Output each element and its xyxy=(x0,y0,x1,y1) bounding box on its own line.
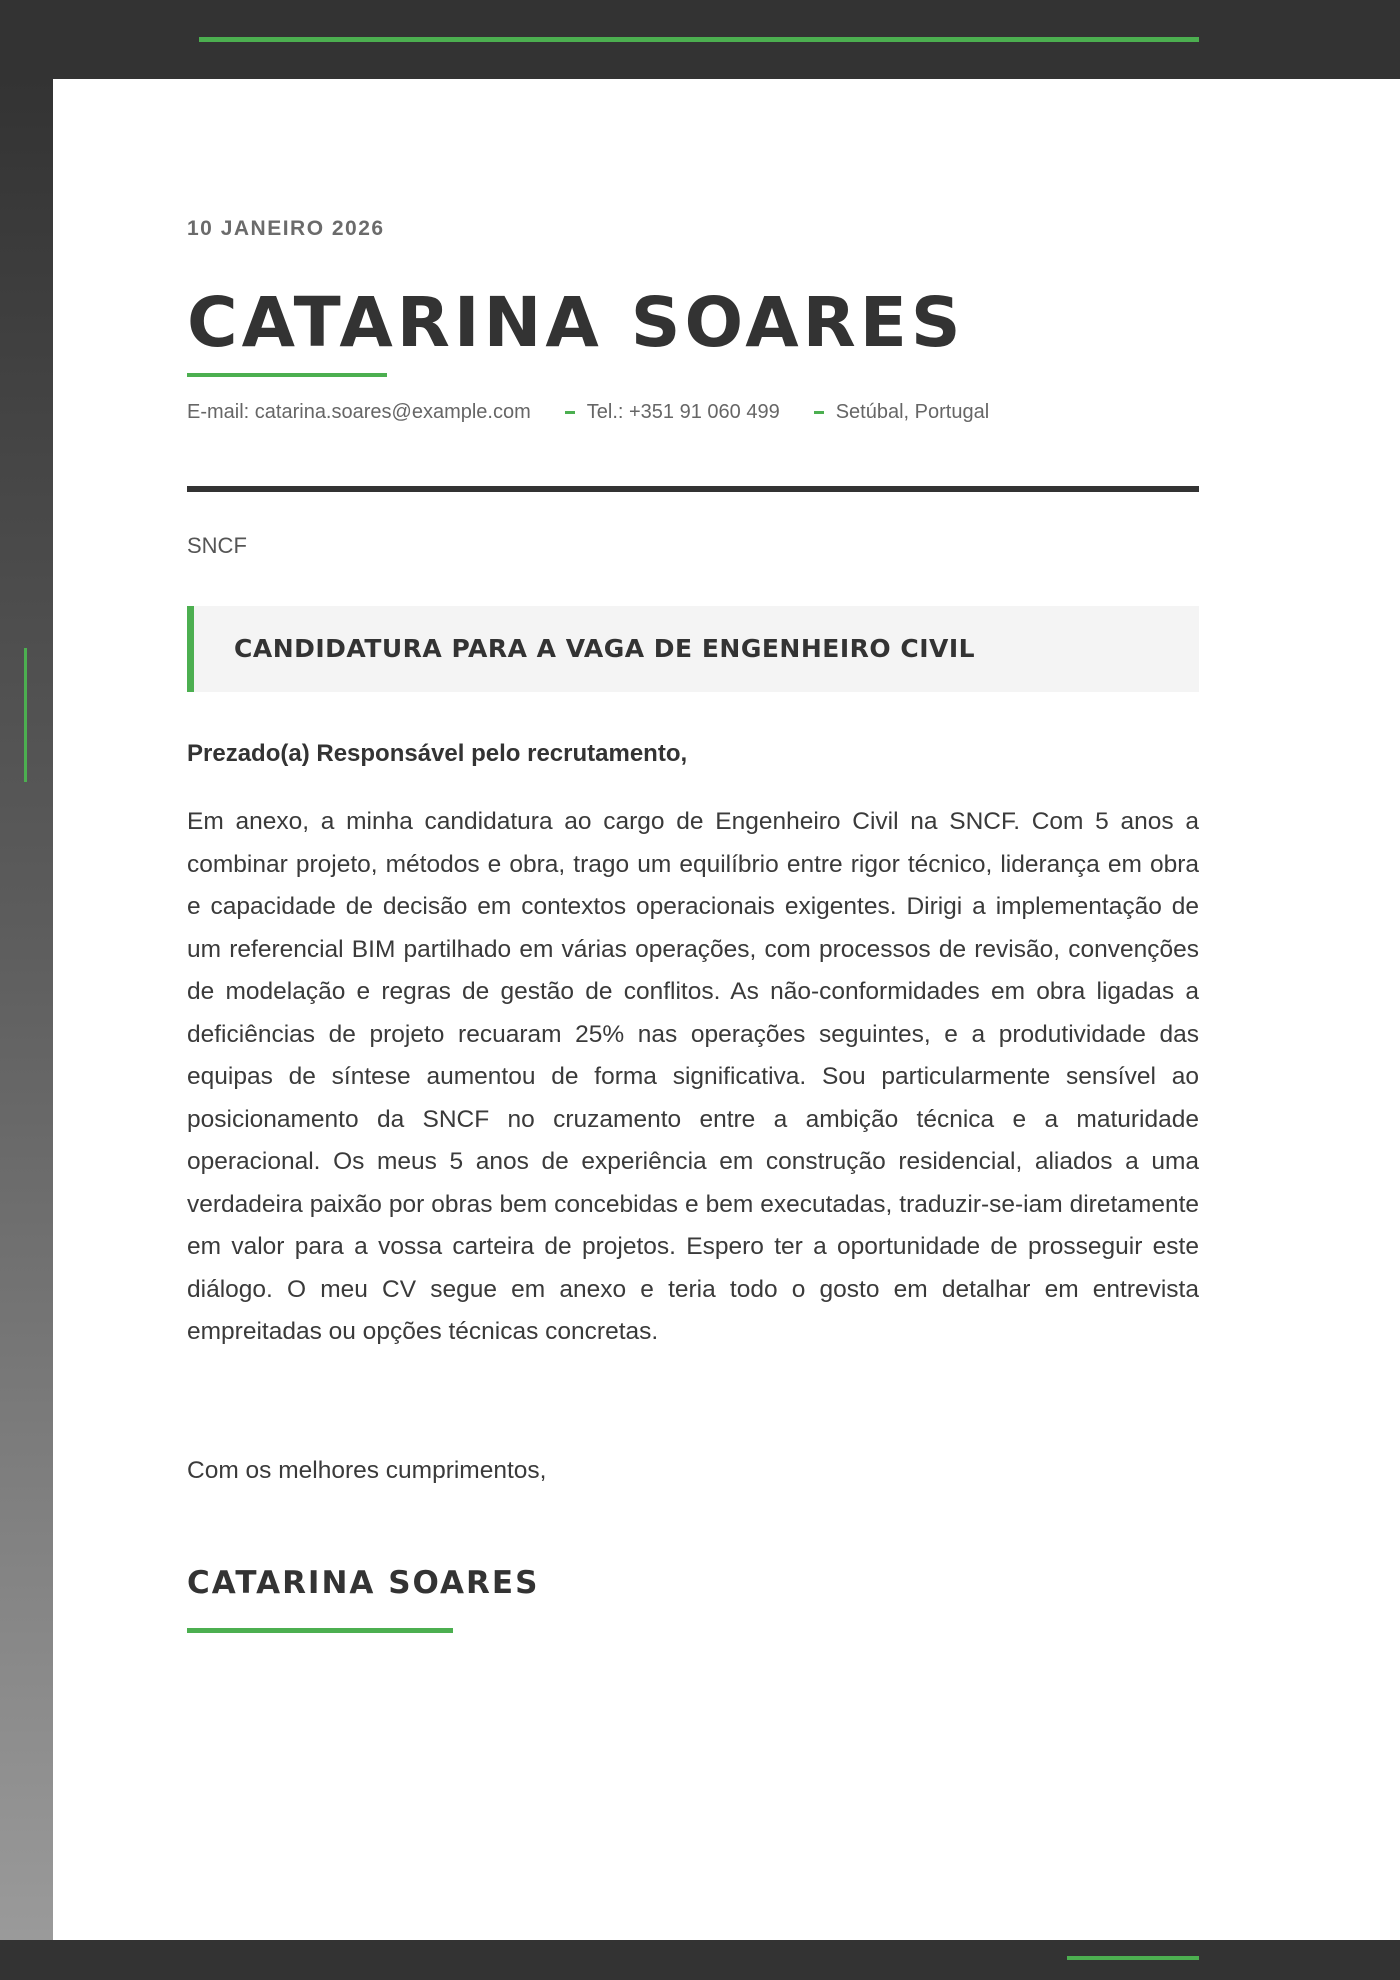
salutation: Prezado(a) Responsável pelo recrutamento, xyxy=(187,740,688,767)
subject-line: CANDIDATURA PARA A VAGA DE ENGENHEIRO CIVIL xyxy=(234,634,976,663)
signature-underline xyxy=(187,1628,453,1633)
closing: Com os melhores cumprimentos, xyxy=(187,1457,547,1484)
contact-email: E-mail: catarina.soares@example.com xyxy=(187,401,531,423)
signature-name: CATARINA SOARES xyxy=(187,1565,540,1601)
name-underline xyxy=(187,373,387,377)
header-divider xyxy=(187,486,1199,492)
contact-location: Setúbal, Portugal xyxy=(835,401,990,423)
letter-date: 10 JANEIRO 2026 xyxy=(187,217,385,240)
contact-line xyxy=(187,401,989,424)
bottom-decorative-bar xyxy=(0,1940,1400,1980)
letter-body: Em anexo, a minha candidatura ao cargo de Engenheiro Civil na SNCF. Com 5 anos a combinar projeto, métodos e obra, trago um equilíbrio entre rigor técnico, liderança em obra e capacidade de decisão em contextos operacionais exigentes. Dirigi a implementação de um referencial BIM partilhado em várias operações, com processos de revisão, convenções de modelação e regras de gestão de conflitos. As não-conformidades em obra ligadas a deficiências de projeto recuaram 25% nas operações seguintes, e a produtividade das equipas de síntese aumentou de forma significativa. Sou particularmente sensível ao posicionamento da SNCF no cruzamento entre a ambição técnica e a maturidade operacional. Os meus 5 anos de experiência em construção residencial, aliados a uma verdadeira paixão por obras bem concebidas e bem executadas, traduzir-se-iam diretamente em valor para a vossa carteira de projetos. Espero ter a oportunidade de prosseguir este diálogo. O meu CV segue em anexo e teria todo o gosto em detalhar em entrevista empreitadas ou opções técnicas concretas. xyxy=(187,808,1199,1345)
top-accent-line xyxy=(199,37,1199,42)
sender-name: CATARINA SOARES xyxy=(187,283,965,363)
recipient-company: SNCF xyxy=(187,533,247,558)
contact-phone: Tel.: +351 91 060 499 xyxy=(586,401,780,423)
subject-banner xyxy=(187,606,1199,692)
left-accent-line xyxy=(24,648,27,782)
left-decorative-bar xyxy=(0,79,53,1940)
contact-separator xyxy=(814,411,824,414)
bottom-accent-line xyxy=(1067,1956,1199,1960)
contact-separator xyxy=(565,411,575,414)
